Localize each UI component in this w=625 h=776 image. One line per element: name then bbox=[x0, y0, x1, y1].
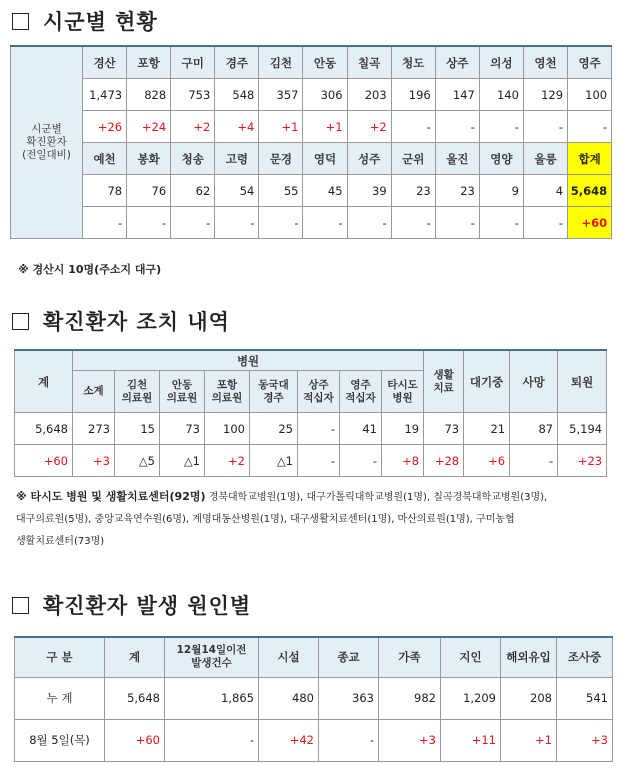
header-hospital-sub: 동국대 경주 bbox=[250, 371, 298, 413]
city-change: - bbox=[171, 207, 215, 239]
cause-header: 종교 bbox=[319, 637, 379, 677]
header-hospital-sub: 소계 bbox=[73, 371, 115, 413]
city-header: 군위 bbox=[391, 143, 435, 175]
row-header-confirmed: 시군별 확진환자 (전일대비) bbox=[11, 46, 83, 239]
measure-value: 273 bbox=[73, 413, 115, 445]
city-count: 1,473 bbox=[83, 79, 127, 111]
measure-value: 21 bbox=[464, 413, 510, 445]
city-count: 147 bbox=[435, 79, 479, 111]
city-change: - bbox=[259, 207, 303, 239]
header-hospital-sub: 김천 의료원 bbox=[115, 371, 160, 413]
city-header: 안동 bbox=[303, 46, 347, 79]
city-count: 129 bbox=[523, 79, 567, 111]
city-count: 4 bbox=[523, 175, 567, 207]
city-count: 196 bbox=[391, 79, 435, 111]
city-change: - bbox=[523, 207, 567, 239]
measure-change: +8 bbox=[382, 445, 424, 477]
city-header: 영덕 bbox=[303, 143, 347, 175]
measure-value: 5,648 bbox=[15, 413, 73, 445]
city-count: 357 bbox=[259, 79, 303, 111]
note-bold: ※ 타시도 병원 및 생활치료센터(92명) bbox=[16, 490, 206, 503]
city-header: 예천 bbox=[83, 143, 127, 175]
section-title-text: 확진환자 발생 원인별 bbox=[43, 594, 252, 618]
city-change: +24 bbox=[127, 111, 171, 143]
cause-header: 12월14일이전 발생건수 bbox=[165, 637, 259, 677]
city-header: 울진 bbox=[435, 143, 479, 175]
total-change: +60 bbox=[568, 207, 612, 239]
measure-change: +2 bbox=[205, 445, 250, 477]
cause-value: 5,648 bbox=[105, 677, 165, 719]
city-count: 76 bbox=[127, 175, 171, 207]
measure-change: +6 bbox=[464, 445, 510, 477]
city-change: - bbox=[347, 207, 391, 239]
city-count: 45 bbox=[303, 175, 347, 207]
note-text: 생활치료센터(73명) bbox=[16, 536, 105, 547]
measure-change: △1 bbox=[160, 445, 205, 477]
city-change: +26 bbox=[83, 111, 127, 143]
city-header: 성주 bbox=[347, 143, 391, 175]
measure-change: - bbox=[298, 445, 340, 477]
cause-change: +1 bbox=[501, 719, 557, 761]
city-change: - bbox=[479, 111, 523, 143]
city-change: - bbox=[215, 207, 259, 239]
city-header: 문경 bbox=[259, 143, 303, 175]
header-life-treatment: 생활 치료 bbox=[424, 350, 464, 413]
section-title-regional bbox=[12, 6, 158, 36]
header-hospital-sub: 상주 적십자 bbox=[298, 371, 340, 413]
header-total: 계 bbox=[15, 350, 73, 413]
measure-value: 73 bbox=[160, 413, 205, 445]
cause-change: +60 bbox=[105, 719, 165, 761]
city-header: 청도 bbox=[391, 46, 435, 79]
measure-change: - bbox=[340, 445, 382, 477]
cause-change: +3 bbox=[379, 719, 441, 761]
cause-value: 541 bbox=[557, 677, 613, 719]
city-change: - bbox=[523, 111, 567, 143]
header-hospital: 병원 bbox=[73, 350, 424, 371]
city-change: +2 bbox=[171, 111, 215, 143]
cause-header: 구 분 bbox=[15, 637, 105, 677]
header-hospital-sub: 포항 의료원 bbox=[205, 371, 250, 413]
measure-change: △1 bbox=[250, 445, 298, 477]
note-text: 대구의료원(5명), 중앙교육연수원(6명), 계명대동산병원(1명), 대구생활치료센터(1명), 마산의료원(1명), 구미농협 bbox=[16, 514, 515, 525]
city-count: 78 bbox=[83, 175, 127, 207]
cause-header: 지인 bbox=[441, 637, 501, 677]
cause-value: 1,209 bbox=[441, 677, 501, 719]
measure-change: +23 bbox=[558, 445, 607, 477]
city-header: 상주 bbox=[435, 46, 479, 79]
note-other-hospitals bbox=[16, 486, 616, 553]
city-change: - bbox=[479, 207, 523, 239]
city-count: 306 bbox=[303, 79, 347, 111]
city-header: 경주 bbox=[215, 46, 259, 79]
city-count: 828 bbox=[127, 79, 171, 111]
measure-change: +60 bbox=[15, 445, 73, 477]
note-text: 경북대학교병원(1명), 대구가톨릭대학교병원(1명), 칠곡경북대학교병원(3명), bbox=[205, 492, 548, 503]
measure-change: +3 bbox=[73, 445, 115, 477]
cause-header: 시설 bbox=[259, 637, 319, 677]
city-change: - bbox=[435, 111, 479, 143]
city-count: 203 bbox=[347, 79, 391, 111]
city-count: 54 bbox=[215, 175, 259, 207]
measure-change: △5 bbox=[115, 445, 160, 477]
cause-change: - bbox=[165, 719, 259, 761]
city-change: - bbox=[391, 111, 435, 143]
section-title-measures bbox=[12, 306, 230, 336]
city-change: - bbox=[83, 207, 127, 239]
measure-value: 41 bbox=[340, 413, 382, 445]
city-change: +1 bbox=[303, 111, 347, 143]
header-discharged: 퇴원 bbox=[558, 350, 607, 413]
city-header: 의성 bbox=[479, 46, 523, 79]
measure-change: - bbox=[510, 445, 558, 477]
section-title-text: 시군별 현황 bbox=[43, 10, 158, 34]
city-change: - bbox=[303, 207, 347, 239]
cause-change: +42 bbox=[259, 719, 319, 761]
header-waiting: 대기중 bbox=[464, 350, 510, 413]
city-header: 구미 bbox=[171, 46, 215, 79]
cause-header: 가족 bbox=[379, 637, 441, 677]
header-hospital-sub: 타시도 병원 bbox=[382, 371, 424, 413]
city-change: - bbox=[391, 207, 435, 239]
cause-header: 조사중 bbox=[557, 637, 613, 677]
city-header: 경산 bbox=[83, 46, 127, 79]
measure-change: +28 bbox=[424, 445, 464, 477]
city-count: 100 bbox=[568, 79, 612, 111]
header-hospital-sub: 안동 의료원 bbox=[160, 371, 205, 413]
total-count: 5,648 bbox=[568, 175, 612, 207]
cause-change: +3 bbox=[557, 719, 613, 761]
city-header: 김천 bbox=[259, 46, 303, 79]
checkbox-square-icon bbox=[12, 13, 29, 30]
city-count: 23 bbox=[391, 175, 435, 207]
checkbox-square-icon bbox=[12, 313, 29, 330]
cause-change: - bbox=[319, 719, 379, 761]
measure-value: 100 bbox=[205, 413, 250, 445]
city-count: 55 bbox=[259, 175, 303, 207]
city-header: 봉화 bbox=[127, 143, 171, 175]
measure-value: 73 bbox=[424, 413, 464, 445]
cause-change: +11 bbox=[441, 719, 501, 761]
header-hospital-sub: 영주 적십자 bbox=[340, 371, 382, 413]
city-header: 칠곡 bbox=[347, 46, 391, 79]
city-change: - bbox=[127, 207, 171, 239]
measure-value: 15 bbox=[115, 413, 160, 445]
checkbox-square-icon bbox=[12, 597, 29, 614]
measure-value: - bbox=[298, 413, 340, 445]
city-count: 39 bbox=[347, 175, 391, 207]
city-change: - bbox=[568, 111, 612, 143]
cause-header: 해외유입 bbox=[501, 637, 557, 677]
measure-value: 5,194 bbox=[558, 413, 607, 445]
city-count: 9 bbox=[479, 175, 523, 207]
cause-value: 1,865 bbox=[165, 677, 259, 719]
city-change: +4 bbox=[215, 111, 259, 143]
city-header: 청송 bbox=[171, 143, 215, 175]
city-count: 548 bbox=[215, 79, 259, 111]
measure-value: 87 bbox=[510, 413, 558, 445]
section-title-causes bbox=[12, 590, 251, 620]
note-gyeongsan: ※ 경산시 10명(주소지 대구) bbox=[18, 263, 162, 276]
city-count: 140 bbox=[479, 79, 523, 111]
cause-row-label: 8월 5일(목) bbox=[15, 719, 105, 761]
city-change: +2 bbox=[347, 111, 391, 143]
cause-value: 480 bbox=[259, 677, 319, 719]
total-header: 합계 bbox=[568, 143, 612, 175]
city-count: 23 bbox=[435, 175, 479, 207]
measure-value: 19 bbox=[382, 413, 424, 445]
section-title-text: 확진환자 조치 내역 bbox=[43, 310, 230, 334]
city-header: 영천 bbox=[523, 46, 567, 79]
city-header: 포항 bbox=[127, 46, 171, 79]
cause-header: 계 bbox=[105, 637, 165, 677]
city-header: 울릉 bbox=[523, 143, 567, 175]
header-death: 사망 bbox=[510, 350, 558, 413]
cause-row-label: 누 계 bbox=[15, 677, 105, 719]
measures-table bbox=[14, 349, 607, 477]
cause-value: 363 bbox=[319, 677, 379, 719]
city-header: 영주 bbox=[568, 46, 612, 79]
city-change: +1 bbox=[259, 111, 303, 143]
measure-value: 25 bbox=[250, 413, 298, 445]
city-header: 고령 bbox=[215, 143, 259, 175]
cause-value: 982 bbox=[379, 677, 441, 719]
causes-table bbox=[14, 636, 613, 762]
cause-value: 208 bbox=[501, 677, 557, 719]
regional-table bbox=[10, 45, 612, 239]
city-header: 영양 bbox=[479, 143, 523, 175]
city-count: 753 bbox=[171, 79, 215, 111]
city-count: 62 bbox=[171, 175, 215, 207]
city-change: - bbox=[435, 207, 479, 239]
